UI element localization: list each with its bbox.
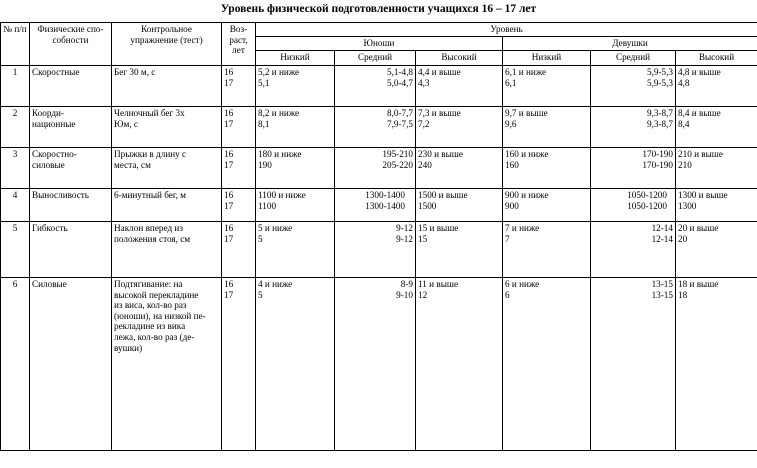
- row-girls-high: 210 и выше 210: [676, 148, 757, 189]
- row-exercise: Прыжки в длину с места, см: [112, 148, 222, 189]
- row-age: 16 17: [222, 148, 256, 189]
- row-girls-high: 18 и выше 18: [676, 278, 757, 451]
- row-age: 16 17: [222, 107, 256, 148]
- row-boys-mid: 1300-1400 1300-1400: [335, 189, 416, 222]
- row-girls-mid: 170-190 170-190: [591, 148, 676, 189]
- row-exercise: Бег 30 м, с: [112, 66, 222, 107]
- row-boys-mid: 5,1-4,8 5,0-4,7: [335, 66, 416, 107]
- row-girls-mid: 5,9-5,3 5,9-5,3: [591, 66, 676, 107]
- row-num: 3: [1, 148, 30, 189]
- row-exercise: Челночный бег 3х Юм, с: [112, 107, 222, 148]
- document-title: Уровень физической подготовленности учащихся 16 – 17 лет: [220, 3, 537, 15]
- row-num: 5: [1, 222, 30, 278]
- header-girls-high: Высокий: [676, 51, 757, 66]
- row-age: 16 17: [222, 189, 256, 222]
- row-age: 16 17: [222, 278, 256, 451]
- row-boys-high: 15 и выше 15: [416, 222, 503, 278]
- row-exercise: Наклон вперед из положения стоя, см: [112, 222, 222, 278]
- header-num: № п/п: [1, 23, 30, 66]
- row-boys-low: 8,2 и ниже 8,1: [256, 107, 335, 148]
- row-girls-low: 9,7 и выше 9,6: [503, 107, 591, 148]
- row-girls-high: 4,8 и выше 4,8: [676, 66, 757, 107]
- row-boys-mid: 9-12 9-12: [335, 222, 416, 278]
- header-row-top: [1, 23, 757, 37]
- row-boys-low: 5,2 и ниже 5,1: [256, 66, 335, 107]
- row-girls-high: 1300 и выше 1300: [676, 189, 757, 222]
- table-row: [1, 189, 757, 222]
- row-exercise: Подтягивание: на высокой перекладине из виса, кол-во раз (юноши), на низкой пе- рекладине из вика лежа, кол-во раз (де- вушки): [112, 278, 222, 451]
- row-ability: Гибкость: [30, 222, 112, 278]
- row-ability: Скоростные: [30, 66, 112, 107]
- row-girls-low: 160 и ниже 160: [503, 148, 591, 189]
- row-boys-low: 5 и ниже 5: [256, 222, 335, 278]
- table-row: [1, 148, 757, 189]
- row-boys-low: 1100 и ниже 1100: [256, 189, 335, 222]
- row-exercise: 6-минутный бег, м: [112, 189, 222, 222]
- header-girls-low: Низкий: [503, 51, 591, 66]
- row-girls-mid: 13-15 13-15: [591, 278, 676, 451]
- row-girls-mid: 1050-1200 1050-1200: [591, 189, 676, 222]
- header-boys-high: Высокий: [416, 51, 503, 66]
- row-age: 16 17: [222, 66, 256, 107]
- row-boys-high: 7,3 и выше 7,2: [416, 107, 503, 148]
- header-ability: Физические спо- собности: [30, 23, 112, 66]
- row-num: 6: [1, 278, 30, 451]
- table-row: [1, 107, 757, 148]
- row-ability: Коорди- национные: [30, 107, 112, 148]
- header-boys-mid: Средний: [335, 51, 416, 66]
- row-girls-low: 6 и ниже 6: [503, 278, 591, 451]
- row-boys-high: 4,4 и выше 4,3: [416, 66, 503, 107]
- header-boys: Юноши: [256, 37, 503, 51]
- table-row: [1, 66, 757, 107]
- row-boys-high: 230 и выше 240: [416, 148, 503, 189]
- row-girls-high: 8,4 и выше 8,4: [676, 107, 757, 148]
- header-girls: Девушки: [503, 37, 757, 51]
- row-boys-mid: 195-210 205-220: [335, 148, 416, 189]
- table-row: [1, 278, 757, 451]
- row-boys-low: 4 и ниже 5: [256, 278, 335, 451]
- row-girls-mid: 12-14 12-14: [591, 222, 676, 278]
- row-boys-mid: 8,0-7,7 7,9-7,5: [335, 107, 416, 148]
- row-ability: Выносливость: [30, 189, 112, 222]
- header-girls-mid: Средний: [591, 51, 676, 66]
- table-row: [1, 222, 757, 278]
- row-boys-mid: 8-9 9-10: [335, 278, 416, 451]
- row-girls-low: 900 и ниже 900: [503, 189, 591, 222]
- row-girls-low: 7 и ниже 7: [503, 222, 591, 278]
- row-ability: Скоростно- силовые: [30, 148, 112, 189]
- header-level: Уровень: [256, 23, 757, 37]
- row-age: 16 17: [222, 222, 256, 278]
- row-girls-high: 20 и выше 20: [676, 222, 757, 278]
- row-girls-mid: 9,3-8,7 9,3-8,7: [591, 107, 676, 148]
- row-num: 2: [1, 107, 30, 148]
- row-boys-high: 11 и выше 12: [416, 278, 503, 451]
- row-num: 1: [1, 66, 30, 107]
- header-exercise: Контрольное упражнение (тест): [112, 23, 222, 66]
- row-ability: Силовые: [30, 278, 112, 451]
- row-num: 4: [1, 189, 30, 222]
- fitness-levels-table: [0, 22, 757, 451]
- header-boys-low: Низкий: [256, 51, 335, 66]
- row-girls-low: 6,1 и ниже 6,1: [503, 66, 591, 107]
- row-boys-low: 180 и ниже 190: [256, 148, 335, 189]
- row-boys-high: 1500 и выше 1500: [416, 189, 503, 222]
- header-age: Воз- раст, лет: [222, 23, 256, 66]
